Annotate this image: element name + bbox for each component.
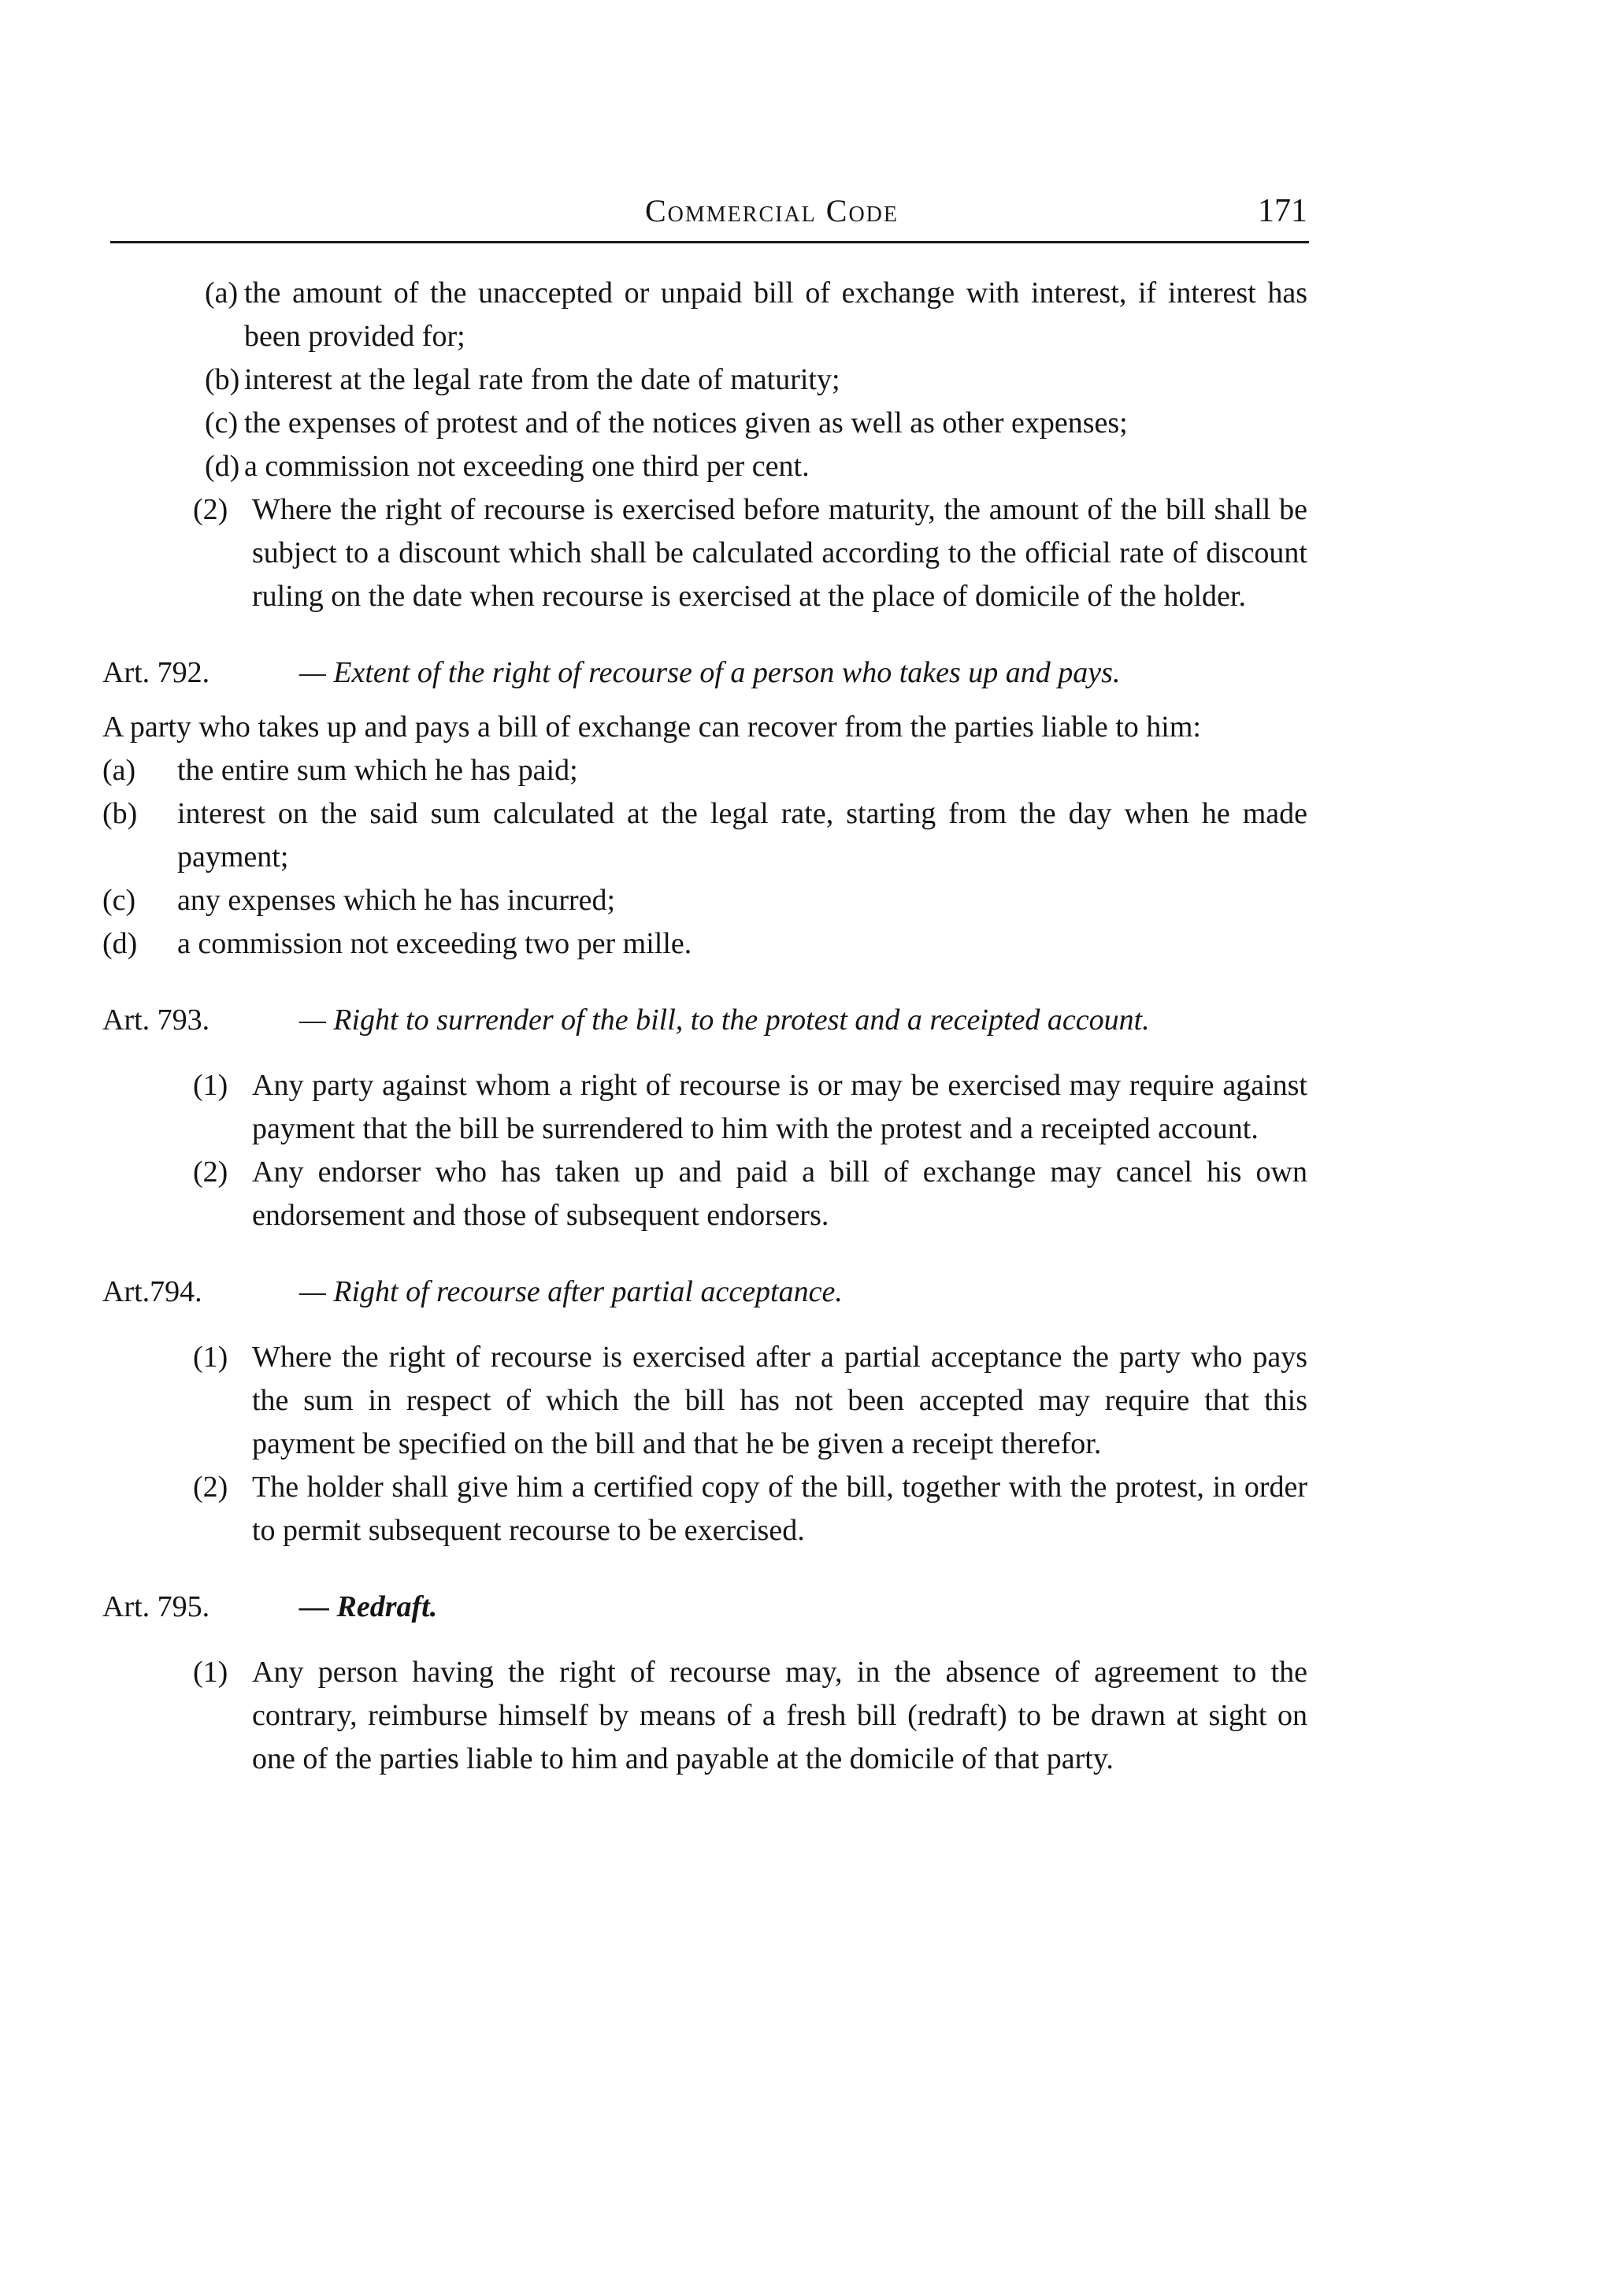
article-heading [102,1270,1307,1314]
list-item [102,749,1307,792]
page-number: 171 [1258,193,1307,229]
article-title: — Extent of the right of recourse of a person who takes up and pays. [299,656,1121,689]
item-text: interest at the legal rate from the date of maturity; [244,363,840,396]
list-item [102,358,1307,402]
paragraph-text: The holder shall give him a certified copy of the bill, together with the protest, in order to permit subsequent recourse to be exercised. [252,1471,1307,1547]
running-title: Commercial Code [644,193,899,228]
article-number: Art.794. [102,1275,202,1308]
paragraph-label: (1) [193,1656,228,1689]
item-label: (b) [102,797,138,830]
paragraph-text: Where the right of recourse is exercised after a partial acceptance the party who pays the sum in respect of which the bill has not been accepted may require that this payment be specified on the bill and that he be given a receipt therefor. [252,1341,1307,1460]
paragraph-text: Any endorser who has taken up and paid a bill of exchange may cancel his own endorsement and those of subsequent endorsers. [252,1155,1307,1232]
article-heading [102,1586,1307,1629]
numbered-paragraph [102,1466,1307,1552]
item-label: (c) [205,406,239,440]
paragraph-text: Any person having the right of recourse may, in the absence of agreement to the contrary, reimburse himself by means of a fresh bill (redraft) to be drawn at sight on one of the parties liable to him and payable at the domicile of that party. [252,1656,1307,1775]
item-text: a commission not exceeding two per mille. [177,927,692,960]
item-label: (d) [102,927,138,960]
article-heading [102,999,1307,1042]
item-label: (b) [205,363,240,396]
paragraph-text: Any party against whom a right of recourse is or may be exercised may require against payment that the bill be surrendered to him with the protest and a receipted account. [252,1069,1307,1145]
item-text: the entire sum which he has paid; [177,754,578,787]
numbered-paragraph [102,488,1307,618]
list-item [102,272,1307,358]
item-text: interest on the said sum calculated at the legal rate, starting from the day when he made payment; [177,797,1307,874]
item-text: any expenses which he has incurred; [177,884,616,917]
item-text: the amount of the unaccepted or unpaid bill of exchange with interest, if interest has been provided for; [244,276,1307,353]
numbered-paragraph [102,1651,1307,1781]
paragraph-label: (2) [193,1155,228,1189]
list-item [102,922,1307,966]
article-number: Art. 792. [102,656,210,689]
article-intro: A party who takes up and pays a bill of exchange can recover from the parties liable to him: [102,710,1201,744]
paragraph-label: (2) [193,493,228,526]
paragraph-label: (1) [193,1069,228,1102]
page-body [102,272,1307,1781]
item-text: a commission not exceeding one third per cent. [244,450,810,483]
list-item [102,445,1307,488]
item-text: the expenses of protest and of the notices given as well as other expenses; [244,406,1128,440]
paragraph-text: Where the right of recourse is exercised before maturity, the amount of the bill shall be subject to a discount which shall be calculated according to the official rate of discount ruling on the date when recourse is exercised at the place of domicile of the holder. [252,493,1307,613]
list-item [102,402,1307,445]
numbered-paragraph [102,1151,1307,1237]
article-title: — Right to surrender of the bill, to the protest and a receipted account. [299,1003,1150,1037]
list-item [102,792,1307,879]
numbered-paragraph [102,1064,1307,1151]
paragraph-label: (1) [193,1341,228,1374]
article-title: — Right of recourse after partial acceptance. [299,1275,843,1308]
article-title: — Redraft. [299,1590,438,1623]
page-header [110,192,1307,239]
item-label: (a) [102,754,136,787]
item-label: (d) [205,450,240,483]
numbered-paragraph [102,1336,1307,1466]
article-number: Art. 793. [102,1003,210,1037]
item-label: (c) [102,884,136,917]
article-number: Art. 795. [102,1590,210,1623]
list-item [102,879,1307,922]
paragraph-label: (2) [193,1471,228,1504]
article-heading [102,651,1307,695]
item-label: (a) [205,276,239,310]
header-rule [110,241,1309,243]
